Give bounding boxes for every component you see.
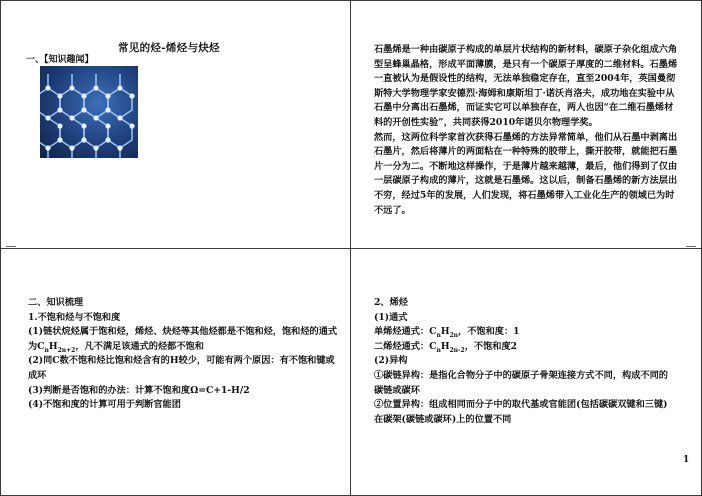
monoene-formula bbox=[374, 325, 674, 340]
chain-isomerism: ①碳链异构：是指化合物分子中的碳原子骨架连接方式不同，构成不同的碳链或碳环 bbox=[374, 369, 668, 396]
formula-h: H bbox=[440, 340, 450, 352]
outline-item-4: (3)判断是否饱和的办法：计算不饱和度Ω=C+1-H/2 bbox=[28, 384, 250, 396]
crop-mark bbox=[6, 246, 16, 247]
formula-h: H bbox=[48, 340, 58, 352]
outline-item-5: (4)不饱和度的计算可用于判断官能团 bbox=[28, 399, 181, 411]
subscript: n bbox=[44, 346, 49, 354]
formula-prefix: 单烯烃通式：C bbox=[374, 326, 437, 338]
formula-h: H bbox=[440, 326, 450, 338]
graphene-lattice-icon bbox=[40, 66, 138, 158]
subscript: n bbox=[436, 332, 441, 340]
subscript: 2n bbox=[449, 332, 459, 340]
subscript: n bbox=[436, 346, 441, 354]
formula-suffix: ，不饱和度2 bbox=[464, 340, 518, 352]
diene-formula bbox=[374, 340, 674, 355]
paragraph-2: 然而，这两位科学家首次获得石墨烯的方法异常简单，他们从石墨中剥离出石墨片，然后将薄片的两面粘在一种特殊的胶带上，撕开胶带，就能把石墨片一分为二。不断地这样操作，于是薄片越来越薄，最后，他们得到了仅由一层碳原子构成的薄片，这就是石墨烯。这以后，制备石墨烯的新方法层出不穷，经过5年的发展，人们发现，将石墨烯带入工业化生产的领域已为时不远了。 bbox=[374, 131, 678, 216]
formula-prefix: 二烯烃通式：C bbox=[374, 340, 437, 352]
formula-suffix: ，凡不满足该通式的烃都不饱和 bbox=[75, 340, 204, 352]
knowledge-outline bbox=[28, 296, 338, 413]
section-heading: 一、【知识趣闻】 bbox=[26, 55, 94, 65]
position-isomerism: ②位置异构：组成相同而分子中的取代基或官能团(包括碳碳双键和三键)在碳架(碳链或碳环)上的位置不同 bbox=[374, 399, 668, 425]
outline-item-2 bbox=[28, 325, 338, 354]
formula-suffix: ，不饱和度：1 bbox=[458, 326, 520, 338]
slide-title: 常见的烃-烯烃与炔烃 bbox=[118, 42, 220, 54]
alkene-heading: 2、烯烃 bbox=[374, 297, 408, 308]
paragraph-1: 石墨烯是一种由碳原子构成的单层片状结构的新材料，碳原子杂化组成六角型呈蜂巢晶格，形成平面薄膜，是只有一个碳原子厚度的二维材料。石墨烯一直被认为是假设性的结构，无法单独稳定存在，直至2004年，英国曼彻斯特大学物理学家安德烈·海姆和康斯坦丁·诺沃肖洛夫，成功地在实验中从石墨中分离出石墨烯，而证实它可以单独存在，两人也因“在二维石墨烯材料的开创性实验”，共同获得2010年诺贝尔物理学奖。 bbox=[374, 44, 678, 128]
formula-prefix: (1)链状烷烃属于饱和烃，烯烃、炔烃等其他烃都是不饱和烃，饱和烃的通式为C bbox=[28, 326, 338, 352]
graphene-image bbox=[40, 66, 138, 158]
alkene-item-formula: (1)通式 bbox=[374, 311, 408, 323]
isomerism-heading: (2)异构 bbox=[374, 355, 408, 367]
outline-heading: 二、知识梳理 bbox=[28, 297, 84, 308]
page-number: 1 bbox=[683, 455, 690, 465]
subscript: 2n+2 bbox=[57, 346, 76, 354]
horizontal-divider bbox=[0, 248, 702, 249]
outline-item-3: (2)同C数不饱和烃比饱和烃含有的H较少，可能有两个原因：有不饱和键或成环 bbox=[28, 355, 335, 381]
alkene-outline bbox=[374, 296, 674, 427]
outline-item-1: 1.不饱和烃与不饱和度 bbox=[28, 311, 121, 323]
subscript: 2n-2 bbox=[449, 346, 465, 354]
graphene-text bbox=[374, 43, 680, 218]
crop-mark bbox=[686, 246, 696, 247]
